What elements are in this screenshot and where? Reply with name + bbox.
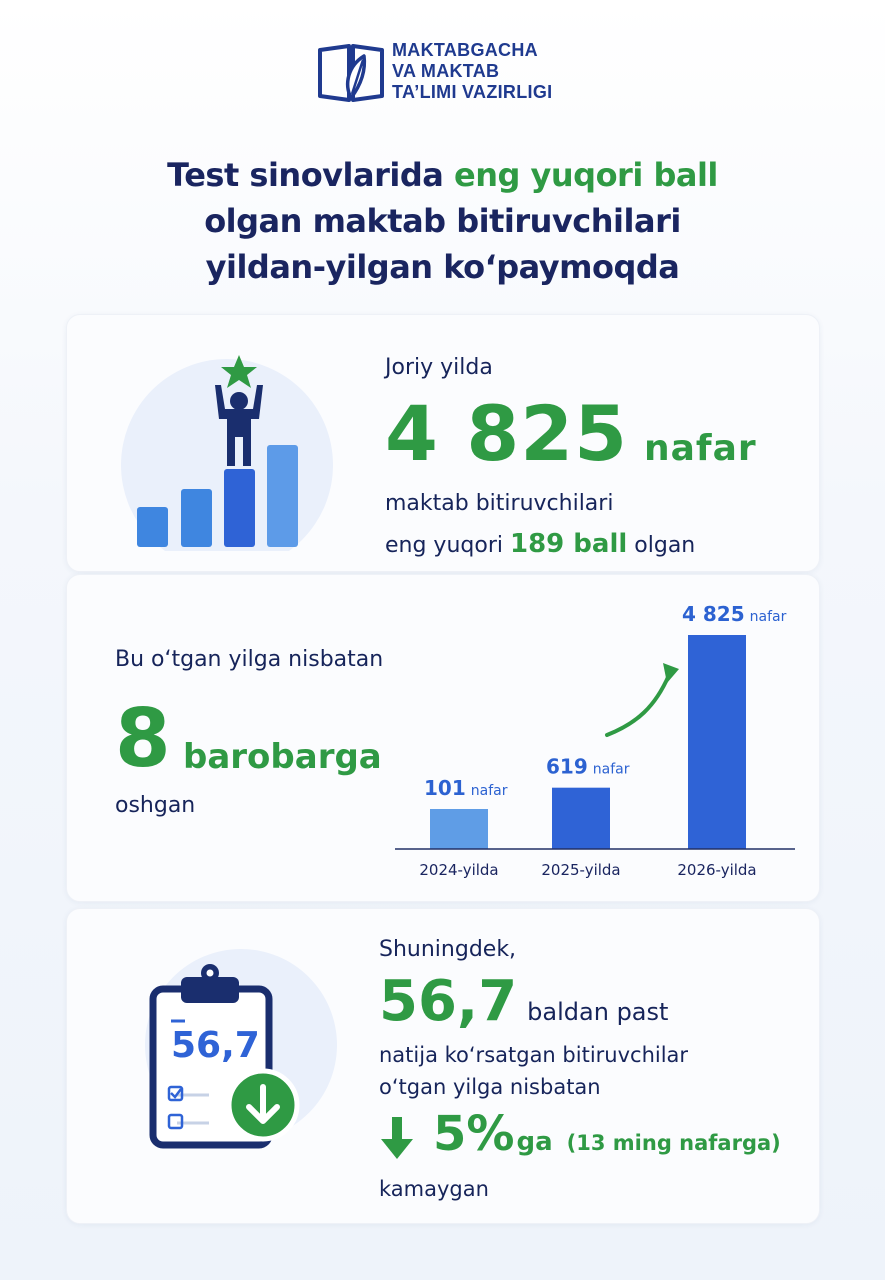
chart-x-tick-label: 2026-yilda (677, 861, 757, 879)
card1-intro: Joriy yilda (385, 355, 493, 380)
card2-big-word: barobarga (183, 737, 382, 777)
ministry-name: MAKTABGACHA VA MAKTAB TA’LIMI VAZIRLIGI (392, 40, 553, 102)
clipboard-value: 56,7 (171, 1025, 260, 1066)
card3-line2: o‘tgan yilga nisbatan (379, 1075, 601, 1099)
card2-outro: oshgan (115, 793, 196, 818)
chart-x-tick-label: 2024-yilda (419, 861, 499, 879)
chart-x-tick-label: 2025-yilda (541, 861, 621, 879)
card3-percent: 5%ga (13 ming nafarga) (433, 1106, 781, 1162)
chart-value-label: 619 nafar (546, 754, 630, 779)
card1-desc-line1: maktab bitiruvchilari (385, 491, 614, 516)
card2-intro: Bu o‘tgan yilga nisbatan (115, 647, 384, 672)
page-title: Test sinovlarida eng yuqori ball olgan maktab bitiruvchilari yildan-yilgan ko‘paymoqda (167, 156, 718, 286)
card3-big-number: 56,7 baldan past (379, 969, 669, 1034)
chart-bar-2026-yilda (688, 635, 746, 849)
graduates-bar-chart (387, 595, 807, 895)
growth-card (66, 574, 820, 902)
down-arrow-icon (381, 1115, 413, 1161)
growth-arrow-icon (607, 675, 669, 735)
card3-intro: Shuningdek, (379, 937, 517, 962)
card2-big-number: 8 (115, 692, 171, 785)
chart-bar-2024-yilda (430, 809, 488, 849)
card3-outro: kamaygan (379, 1177, 489, 1201)
card3-line1: natija ko‘rsatgan bitiruvchilar (379, 1043, 689, 1067)
card1-big-number: 4 825 nafar (385, 389, 757, 478)
ministry-logo-icon (316, 36, 386, 104)
chart-value-label: 4 825 nafar (682, 602, 787, 626)
current-year-card (66, 314, 820, 572)
card1-desc-line2: eng yuqori 189 ball olgan (385, 529, 696, 559)
achievement-podium-icon (117, 351, 337, 551)
chart-bar-2025-yilda (552, 788, 610, 849)
chart-value-label: 101 nafar (424, 776, 508, 800)
low-score-card (66, 908, 820, 1224)
